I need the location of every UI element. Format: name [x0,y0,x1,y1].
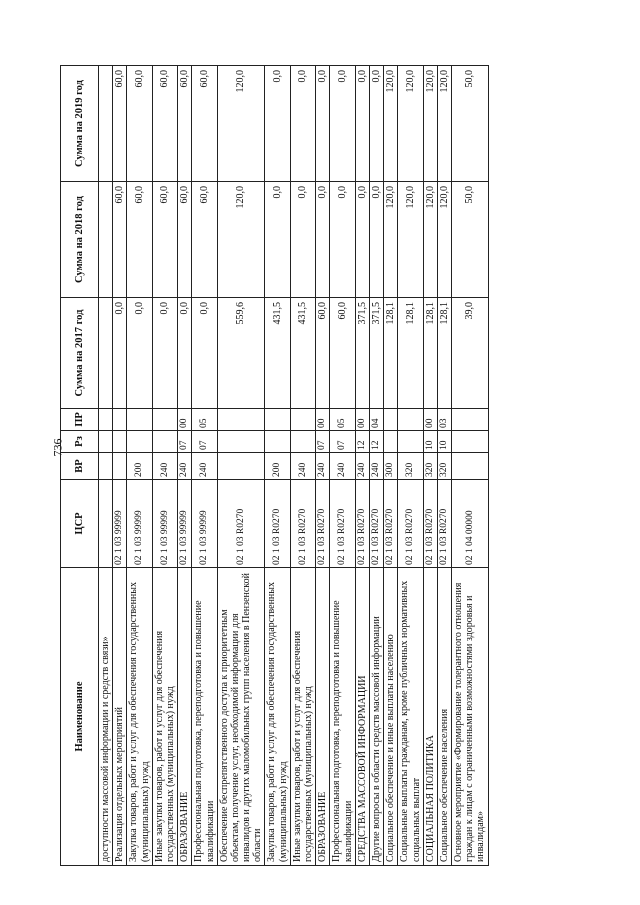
cell-pr: 00 [423,409,437,431]
cell-rz [398,431,423,453]
cell-sum-2019: 0,0 [369,66,383,182]
cell-sum-2019: 0,0 [355,66,369,182]
cell-vr: 240 [192,453,217,480]
cell-csr: 02 1 03 R0270 [384,480,398,568]
cell-rz [217,431,265,453]
cell-pr [452,409,489,431]
cell-vr: 320 [398,453,423,480]
cell-sum-2017: 559,6 [217,298,265,409]
rotated-table-container [60,66,580,866]
header-rz: Рз [61,431,99,453]
cell-name: Профессиональная подготовка, переподготовка и повышение квалификации [330,568,355,866]
cell-vr: 320 [423,453,437,480]
cell-sum-2019: 60,0 [152,66,177,182]
table-row [452,66,489,866]
cell-vr: 240 [152,453,177,480]
cell-sum-2018: 0,0 [330,182,355,298]
cell-sum-2018: 60,0 [127,182,152,298]
cell-name: Социальное обеспечение населения [437,568,451,866]
cell-rz: 10 [437,431,451,453]
table-row [330,66,355,866]
cell-vr: 200 [265,453,290,480]
cell-sum-2018: 60,0 [178,182,192,298]
cell-rz: 07 [192,431,217,453]
cell-pr: 05 [192,409,217,431]
cell-csr: 02 1 03 R0270 [265,480,290,568]
cell-sum-2019: 0,0 [316,66,330,182]
cell-name: ОБРАЗОВАНИЕ [178,568,192,866]
cell-name: Основное мероприятие «Формирование толерантного отношения граждан к лицам с ограниченными возможностями здоровья и инвалидам» [452,568,489,866]
cell-sum-2019: 120,0 [423,66,437,182]
cell-sum-2018: 0,0 [369,182,383,298]
header-sum-2017: Сумма на 2017 год [61,298,99,409]
cell-sum-2018: 60,0 [152,182,177,298]
cell-sum-2018: 120,0 [423,182,437,298]
cell-sum-2017: 0,0 [113,298,127,409]
cell-sum-2018: 120,0 [384,182,398,298]
cell-pr: 05 [330,409,355,431]
cell-rz [452,431,489,453]
cell-sum-2017: 0,0 [152,298,177,409]
cell-sum-2017: 371,5 [369,298,383,409]
cell-rz [99,431,113,453]
cell-rz [290,431,315,453]
table-row [437,66,451,866]
cell-name: Реализация отдельных мероприятий [113,568,127,866]
table-row [355,66,369,866]
cell-csr: 02 1 04 00000 [452,480,489,568]
cell-vr: 300 [384,453,398,480]
cell-sum-2017: 128,1 [384,298,398,409]
table-row [265,66,290,866]
cell-pr [384,409,398,431]
cell-pr [217,409,265,431]
cell-pr: 00 [178,409,192,431]
cell-vr: 320 [437,453,451,480]
cell-name: доступности массовой информации и средств связи» [99,568,113,866]
cell-sum-2017: 431,5 [290,298,315,409]
cell-rz [384,431,398,453]
budget-table [60,65,489,866]
cell-csr [99,480,113,568]
cell-pr: 00 [355,409,369,431]
cell-sum-2018: 50,0 [452,182,489,298]
cell-sum-2017: 431,5 [265,298,290,409]
cell-vr [113,453,127,480]
cell-name: Закупка товаров, работ и услуг для обеспечения государственных (муниципальных) нужд [265,568,290,866]
cell-rz: 07 [330,431,355,453]
cell-rz: 12 [369,431,383,453]
table-row [398,66,423,866]
cell-csr: 02 1 03 99999 [127,480,152,568]
cell-vr: 240 [316,453,330,480]
cell-sum-2019: 120,0 [398,66,423,182]
cell-pr: 04 [369,409,383,431]
cell-sum-2017 [99,298,113,409]
table-row [217,66,265,866]
cell-name: Обеспечение беспрепятственного доступа к приоритетным объектам, получение услуг, необходимой информации для инвалидов и других маломобильных групп населения в Пензенской области [217,568,265,866]
cell-name: Иные закупки товаров, работ и услуг для обеспечения государственных (муниципальных) нужд [290,568,315,866]
cell-sum-2019: 60,0 [127,66,152,182]
header-pr: ПР [61,409,99,431]
cell-sum-2017: 128,1 [398,298,423,409]
cell-name: ОБРАЗОВАНИЕ [316,568,330,866]
cell-csr: 02 1 03 R0270 [423,480,437,568]
cell-vr: 240 [178,453,192,480]
cell-sum-2017: 60,0 [316,298,330,409]
cell-sum-2017: 128,1 [423,298,437,409]
cell-sum-2019: 0,0 [330,66,355,182]
cell-sum-2018: 0,0 [265,182,290,298]
table-row [113,66,127,866]
cell-sum-2019: 120,0 [384,66,398,182]
cell-sum-2019: 0,0 [290,66,315,182]
cell-vr [99,453,113,480]
cell-csr: 02 1 03 R0270 [290,480,315,568]
cell-rz [127,431,152,453]
cell-pr [152,409,177,431]
table-row [152,66,177,866]
cell-rz: 07 [316,431,330,453]
cell-pr: 03 [437,409,451,431]
cell-csr: 02 1 03 R0270 [330,480,355,568]
cell-rz: 07 [178,431,192,453]
table-row [192,66,217,866]
page-number: 736 [50,438,65,457]
cell-sum-2017: 371,5 [355,298,369,409]
cell-name: Иные закупки товаров, работ и услуг для обеспечения государственных (муниципальных) нужд [152,568,177,866]
cell-pr [99,409,113,431]
cell-csr: 02 1 03 R0270 [437,480,451,568]
cell-csr: 02 1 03 99999 [113,480,127,568]
cell-rz: 12 [355,431,369,453]
table-row [369,66,383,866]
cell-sum-2019: 60,0 [178,66,192,182]
header-name: Наименование [61,568,99,866]
cell-vr: 200 [127,453,152,480]
cell-sum-2018: 60,0 [192,182,217,298]
cell-pr [290,409,315,431]
cell-sum-2017: 39,0 [452,298,489,409]
cell-vr [217,453,265,480]
cell-csr: 02 1 03 R0270 [398,480,423,568]
cell-vr: 240 [355,453,369,480]
table-row [423,66,437,866]
cell-sum-2018: 0,0 [355,182,369,298]
cell-sum-2019: 60,0 [192,66,217,182]
cell-sum-2018: 0,0 [316,182,330,298]
cell-rz [265,431,290,453]
header-csr: ЦСР [61,480,99,568]
cell-csr: 02 1 03 R0270 [316,480,330,568]
cell-name: Другие вопросы в области средств массовой информации [369,568,383,866]
cell-csr: 02 1 03 99999 [192,480,217,568]
cell-vr: 240 [330,453,355,480]
cell-csr: 02 1 03 99999 [152,480,177,568]
cell-pr [398,409,423,431]
cell-sum-2017: 0,0 [127,298,152,409]
cell-name: Закупка товаров, работ и услуг для обеспечения государственных (муниципальных) нужд [127,568,152,866]
cell-sum-2019: 0,0 [265,66,290,182]
table-row [316,66,330,866]
table-row [99,66,113,866]
cell-pr [265,409,290,431]
cell-sum-2017: 128,1 [437,298,451,409]
cell-sum-2018 [99,182,113,298]
table-row [384,66,398,866]
cell-csr: 02 1 03 R0270 [217,480,265,568]
header-sum-2018: Сумма на 2018 год [61,182,99,298]
cell-csr: 02 1 03 99999 [178,480,192,568]
cell-vr [452,453,489,480]
cell-csr: 02 1 03 R0270 [369,480,383,568]
cell-sum-2017: 0,0 [178,298,192,409]
cell-sum-2017: 0,0 [192,298,217,409]
cell-name: Социальные выплаты гражданам, кроме публичных нормативных социальных выплат [398,568,423,866]
header-vr: ВР [61,453,99,480]
cell-pr [113,409,127,431]
cell-sum-2018: 120,0 [398,182,423,298]
cell-vr: 240 [290,453,315,480]
table-row [290,66,315,866]
cell-name: Социальное обеспечение и иные выплаты населению [384,568,398,866]
cell-sum-2019: 50,0 [452,66,489,182]
cell-sum-2018: 120,0 [217,182,265,298]
cell-rz: 10 [423,431,437,453]
cell-vr: 240 [369,453,383,480]
table-row [127,66,152,866]
cell-pr: 00 [316,409,330,431]
cell-sum-2017: 60,0 [330,298,355,409]
cell-sum-2018: 60,0 [113,182,127,298]
cell-sum-2019 [99,66,113,182]
cell-name: СОЦИАЛЬНАЯ ПОЛИТИКА [423,568,437,866]
cell-rz [152,431,177,453]
cell-name: СРЕДСТВА МАССОВОЙ ИНФОРМАЦИИ [355,568,369,866]
cell-sum-2019: 120,0 [217,66,265,182]
cell-name: Профессиональная подготовка, переподготовка и повышение квалификации [192,568,217,866]
table-body [99,66,489,866]
cell-pr [127,409,152,431]
cell-sum-2018: 120,0 [437,182,451,298]
cell-csr: 02 1 03 R0270 [355,480,369,568]
header-sum-2019: Сумма на 2019 год [61,66,99,182]
cell-sum-2018: 0,0 [290,182,315,298]
table-row [178,66,192,866]
table-header-row [61,66,99,866]
cell-sum-2019: 60,0 [113,66,127,182]
cell-rz [113,431,127,453]
cell-sum-2019: 120,0 [437,66,451,182]
